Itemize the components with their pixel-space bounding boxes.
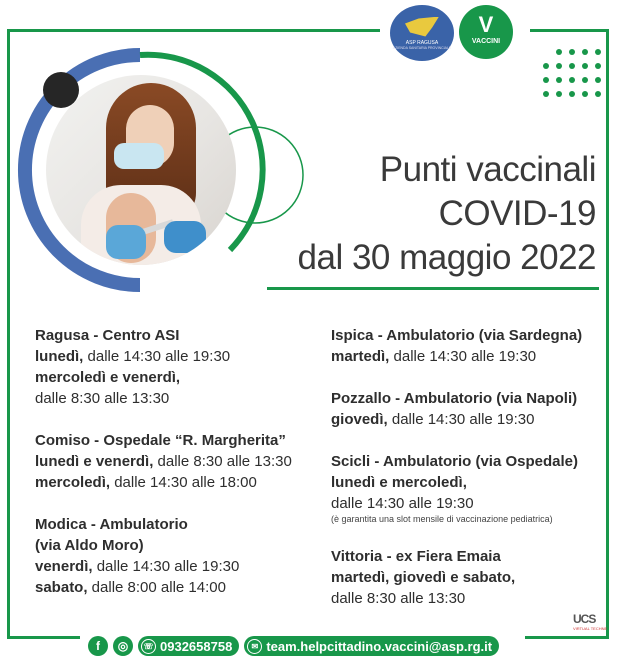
phone-icon: ☏ — [141, 639, 156, 654]
location-modica — [35, 514, 320, 598]
schedule-line: mercoledì e venerdì, — [35, 369, 181, 386]
schedule-line: dalle 8:30 alle 13:30 — [331, 590, 466, 607]
headline — [298, 148, 596, 280]
email-icon: ✉ — [247, 639, 262, 654]
headline-line3: dal 30 maggio 2022 — [297, 238, 596, 277]
location-comiso — [35, 430, 320, 493]
headline-line1: Punti vaccinali — [379, 150, 596, 189]
vaccini-logo-letter: V — [478, 12, 494, 37]
asp-logo-line2: AZIENDA SANITARIA PROVINCIALE — [392, 45, 452, 50]
ucs-logo — [573, 612, 609, 632]
headline-divider — [267, 287, 599, 290]
schedule-line: giovedì, dalle 14:30 alle 19:30 — [331, 411, 535, 428]
email-contact[interactable] — [244, 636, 499, 656]
ucs-logo-sub: VIRTUAL TECHNE — [573, 626, 608, 631]
location-pozzallo — [331, 388, 601, 430]
locations-left-column — [35, 325, 320, 619]
location-name: Comiso - Ospedale “R. Margherita” — [35, 432, 286, 449]
location-ragusa — [35, 325, 320, 409]
location-ispica — [331, 325, 601, 367]
location-name: Pozzallo - Ambulatorio (via Napoli) — [331, 390, 578, 407]
face-mask — [114, 143, 164, 169]
email-address: team.helpcittadino.vaccini@asp.rg.it — [266, 638, 493, 654]
headline-line2: COVID-19 — [438, 194, 596, 233]
location-name: Ispica - Ambulatorio (via Sardegna) — [331, 327, 583, 344]
asp-logo-line1: ASP RAGUSA — [405, 39, 439, 46]
location-name: Modica - Ambulatorio — [35, 516, 188, 533]
location-name-line2: (via Aldo Moro) — [35, 537, 144, 554]
facebook-icon[interactable]: f — [88, 636, 108, 656]
location-vittoria — [331, 546, 601, 609]
schedule-line: martedì, giovedì e sabato, — [331, 569, 516, 586]
schedule-line: martedì, dalle 14:30 alle 19:30 — [331, 348, 537, 365]
location-name: Ragusa - Centro ASI — [35, 327, 180, 344]
location-name: Vittoria - ex Fiera Emaia — [331, 548, 501, 565]
schedule-line: lunedì, dalle 14:30 alle 19:30 — [35, 348, 231, 365]
location-scicli — [331, 451, 601, 525]
schedule-line: dalle 14:30 alle 19:30 — [331, 495, 474, 512]
schedule-line: lunedì e mercoledì, — [331, 474, 467, 491]
vaccini-logo-label: VACCINI — [471, 38, 501, 45]
instagram-icon[interactable]: ◎ — [113, 636, 133, 656]
phone-contact[interactable] — [138, 636, 239, 656]
contact-footer — [88, 635, 499, 657]
locations-right-column — [331, 325, 601, 630]
black-dot-decoration — [43, 72, 79, 108]
schedule-line: sabato, dalle 8:00 alle 14:00 — [35, 579, 226, 596]
schedule-line: mercoledì, dalle 14:30 alle 18:00 — [35, 474, 257, 491]
pediatric-note: (è garantita una slot mensile di vaccinazione pediatrica) — [331, 514, 553, 524]
schedule-line: dalle 8:30 alle 13:30 — [35, 390, 170, 407]
location-name: Scicli - Ambulatorio (via Ospedale) — [331, 453, 579, 470]
schedule-line: lunedì e venerdì, dalle 8:30 alle 13:30 — [35, 453, 292, 470]
phone-number: 0932658758 — [160, 638, 233, 654]
ucs-logo-mark: UCS — [573, 612, 596, 626]
vaccination-photo — [46, 75, 236, 265]
schedule-line: venerdì, dalle 14:30 alle 19:30 — [35, 558, 240, 575]
